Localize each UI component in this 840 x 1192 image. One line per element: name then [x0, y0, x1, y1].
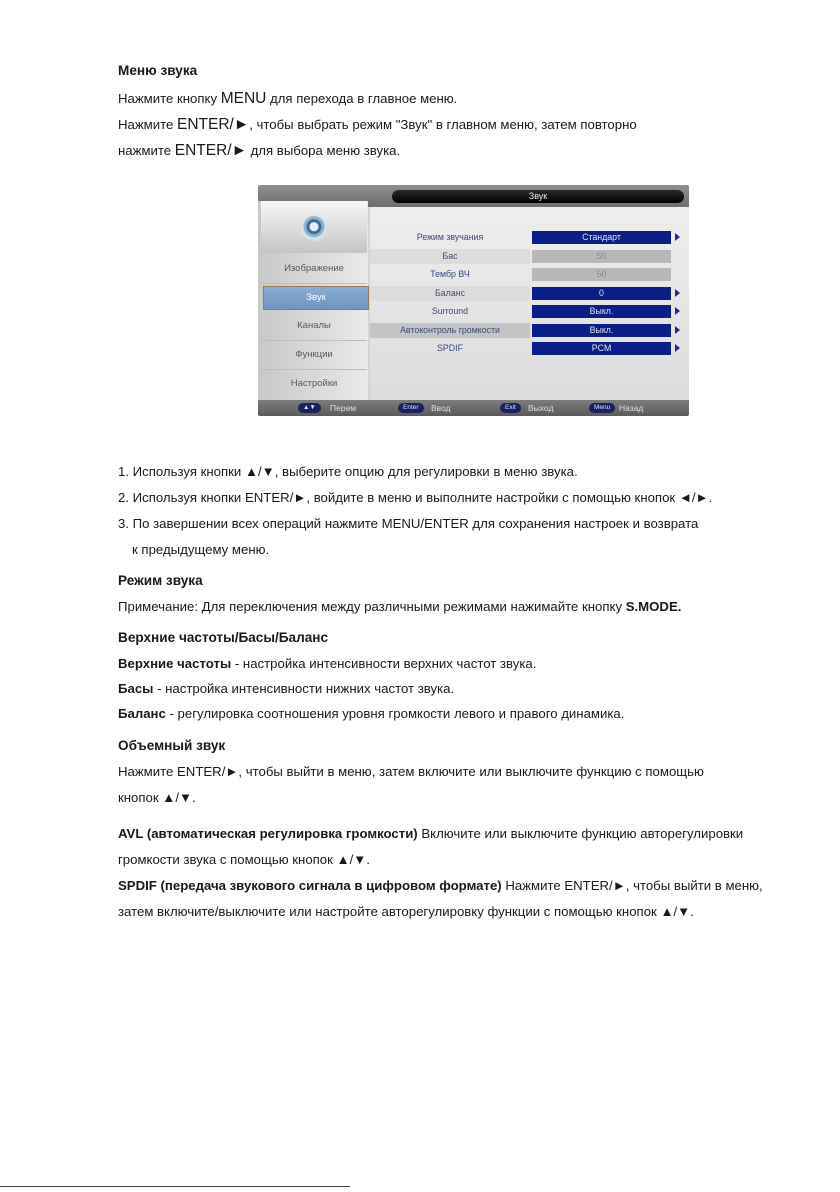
- arrow-right-icon: [675, 233, 680, 241]
- step-3-cont: к предыдущему меню.: [132, 542, 270, 557]
- speaker-icon: [301, 215, 327, 241]
- osd-row-label: Режим звучания: [416, 232, 484, 242]
- avl-line-2: громкости звука с помощью кнопок ▲/▼.: [118, 852, 371, 867]
- osd-logo-box: [261, 201, 367, 253]
- intro-line-3: нажмите ENTER/► для выбора меню звука.: [118, 142, 401, 159]
- enter-key-icon: Enter: [398, 403, 424, 413]
- exit-key-icon: Exit: [500, 403, 521, 413]
- section-heading-surround: Объемный звук: [118, 738, 226, 753]
- osd-row-label: Бас: [370, 249, 530, 264]
- osd-menu-settings[interactable]: Настройки: [290, 378, 338, 389]
- avl-line-1: AVL (автоматическая регулировка громкости) Включите или выключите функцию авторегулировки: [118, 826, 744, 841]
- intro-line-2: Нажмите ENTER/►, чтобы выбрать режим "Звук" в главном меню, затем повторно: [118, 116, 637, 133]
- intro-line-1: Нажмите кнопку MENU для перехода в главное меню.: [118, 90, 458, 107]
- osd-row-value: 50: [532, 250, 671, 263]
- osd-row-value: 50: [532, 268, 671, 281]
- arrow-right-icon: [675, 307, 680, 315]
- tv-sound-menu-screenshot: [258, 185, 689, 416]
- osd-row-label: SPDIF: [437, 343, 463, 353]
- hint-move: Перем: [330, 403, 357, 413]
- arrow-right-icon: [675, 344, 680, 352]
- balance-desc: Баланс - регулировка соотношения уровня громкости левого и правого динамика.: [118, 706, 625, 721]
- arrow-right-icon: [675, 326, 680, 334]
- step-3: 3. По завершении всех операций нажмите MENU/ENTER для сохранения настроек и возврата: [118, 516, 699, 531]
- osd-row-balance[interactable]: [370, 286, 689, 301]
- osd-menu-picture[interactable]: Изображение: [261, 255, 367, 284]
- hint-enter: Ввод: [431, 403, 451, 413]
- hint-exit: Выход: [528, 403, 554, 413]
- osd-menu-functions[interactable]: Функции: [261, 341, 367, 370]
- hint-back: Назад: [619, 403, 644, 413]
- move-key-icon: ▲▼: [298, 403, 321, 413]
- osd-row-value: Выкл.: [532, 305, 671, 318]
- section-heading-treble-bass-balance: Верхние частоты/Басы/Баланс: [118, 630, 329, 645]
- osd-row-spdif[interactable]: [370, 341, 689, 356]
- step-2: 2. Используя кнопки ENTER/►, войдите в меню и выполните настройки с помощью кнопок ◄/►.: [118, 490, 713, 505]
- step-1: 1. Используя кнопки ▲/▼, выберите опцию для регулировки в меню звука.: [118, 464, 578, 479]
- osd-row-label: Surround: [431, 306, 469, 316]
- osd-menu-channels[interactable]: Каналы: [261, 312, 367, 341]
- osd-row-treble[interactable]: [370, 267, 689, 282]
- osd-row-value: 0: [532, 287, 671, 300]
- osd-bottom-bar: [258, 400, 689, 416]
- osd-menu-sound[interactable]: Звук: [263, 286, 369, 310]
- treble-desc: Верхние частоты - настройка интенсивности верхних частот звука.: [118, 656, 537, 671]
- footer-rule: [0, 1186, 350, 1187]
- section-heading-sound-mode: Режим звука: [118, 573, 203, 588]
- sound-mode-note: Примечание: Для переключения между различными режимами нажимайте кнопку S.MODE.: [118, 599, 682, 614]
- osd-row-value: Выкл.: [532, 324, 671, 337]
- osd-row-value: PCM: [532, 342, 671, 355]
- osd-settings-panel: [370, 207, 689, 400]
- surround-line-2: кнопок ▲/▼.: [118, 790, 196, 805]
- osd-sidebar: [258, 201, 368, 400]
- osd-row-surround[interactable]: [370, 304, 689, 319]
- osd-row-sound-mode[interactable]: [370, 230, 689, 245]
- osd-row-label: Тембр ВЧ: [430, 269, 470, 279]
- osd-row-label: Баланс: [370, 286, 530, 301]
- spdif-line-1: SPDIF (передача звукового сигнала в цифровом формате) Нажмите ENTER/►, чтобы выйти в меню,: [118, 878, 763, 893]
- osd-title: Звук: [392, 190, 684, 203]
- surround-line-1: Нажмите ENTER/►, чтобы выйти в меню, затем включите или выключите функцию с помощью: [118, 764, 704, 779]
- osd-row-avl[interactable]: [370, 323, 689, 338]
- section-heading-sound-menu: Меню звука: [118, 63, 198, 78]
- osd-row-label: Автоконтроль громкости: [370, 323, 530, 338]
- menu-key-icon: Menu: [589, 403, 615, 413]
- osd-row-value: Стандарт: [532, 231, 671, 244]
- bass-desc: Басы - настройка интенсивности нижних частот звука.: [118, 681, 455, 696]
- spdif-line-2: затем включите/выключите или настройте авторегулировку функции с помощью кнопок ▲/▼.: [118, 904, 694, 919]
- arrow-right-icon: [675, 289, 680, 297]
- osd-row-bass[interactable]: [370, 249, 689, 264]
